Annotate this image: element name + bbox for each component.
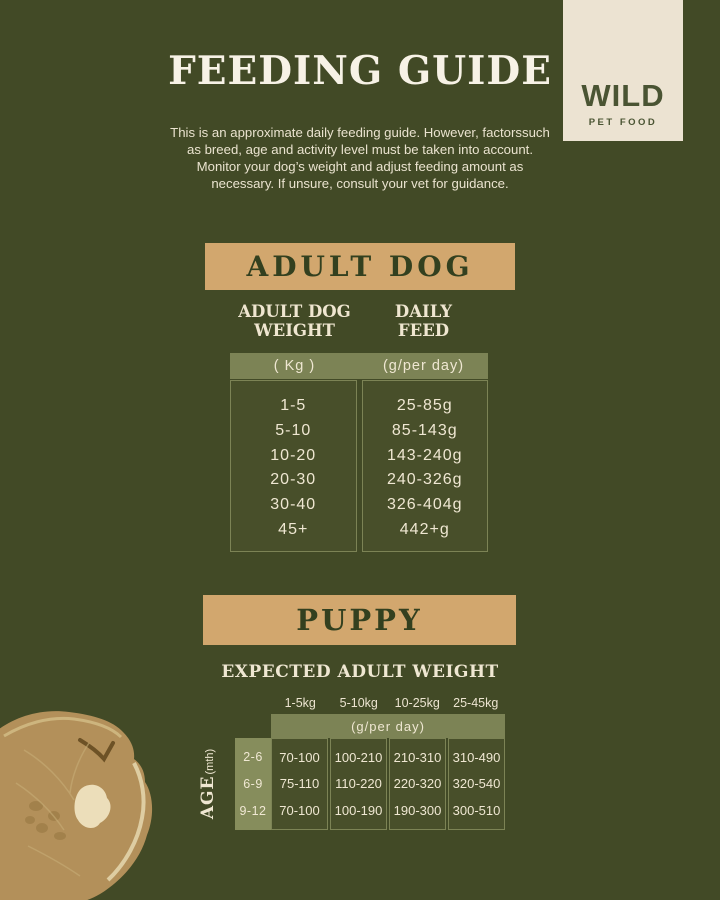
table-cell: 85-143g — [391, 421, 458, 439]
weight-header: 10-25kg — [394, 696, 440, 710]
table-cell: 220-320 — [393, 776, 442, 792]
table-cell: 5-10 — [275, 421, 312, 439]
adult-unit-header-row — [230, 353, 488, 379]
puppy-column-1-5kg — [271, 738, 328, 830]
table-cell: 210-310 — [393, 749, 442, 765]
age-label: AGE — [198, 775, 218, 820]
puppy-column-25-45kg — [448, 738, 505, 830]
adult-table-body — [230, 380, 488, 552]
age-row-label: 2-6 — [243, 750, 263, 765]
daily-feed-column-header — [359, 302, 488, 340]
unit-grams-label: (g/per day) — [382, 358, 465, 374]
page-title: FEEDING GUIDE — [168, 48, 552, 94]
puppy-banner-label: PUPPY — [296, 603, 423, 637]
adult-dog-banner — [205, 243, 515, 290]
age-axis-label — [186, 738, 230, 830]
age-row-label: 9-12 — [239, 803, 267, 818]
weight-header: 1-5kg — [284, 696, 316, 710]
weight-header: 5-10kg — [339, 696, 378, 710]
adult-feeding-table — [230, 353, 488, 552]
dog-head-illustration-icon — [0, 688, 174, 900]
adult-weight-column — [230, 380, 357, 552]
table-cell: 110-220 — [335, 776, 382, 792]
table-cell: 20-30 — [270, 471, 317, 489]
table-cell: 100-190 — [334, 803, 383, 819]
wild-logo-wordmark: WILD — [581, 78, 665, 113]
unit-kg-label: ( Kg ) — [273, 358, 316, 374]
table-cell: 442+g — [399, 520, 450, 538]
expected-adult-weight-heading: EXPECTED ADULT WEIGHT — [221, 662, 499, 682]
age-axis-label-rotated — [198, 749, 218, 819]
adult-weight-header-line1: ADULT DOG — [238, 302, 351, 321]
table-cell: 10-20 — [270, 446, 317, 464]
table-cell: 320-540 — [452, 776, 501, 792]
puppy-unit-band: (g/per day) — [271, 714, 505, 738]
table-cell: 100-210 — [334, 749, 383, 765]
daily-feed-header-line1: DAILY — [394, 302, 453, 321]
puppy-column-5-10kg — [330, 738, 387, 830]
table-cell: 143-240g — [386, 446, 463, 464]
puppy-weight-headers — [271, 696, 505, 710]
table-cell: 70-100 — [279, 803, 320, 819]
table-cell: 70-100 — [279, 749, 320, 765]
puppy-banner — [203, 595, 516, 645]
table-cell: 326-404g — [386, 496, 463, 514]
adult-column-headers — [230, 302, 488, 340]
table-cell: 45+ — [278, 520, 309, 538]
adult-weight-header-line2: WEIGHT — [254, 321, 335, 340]
puppy-column-10-25kg — [389, 738, 446, 830]
table-cell: 25-85g — [396, 397, 453, 414]
puppy-age-column — [235, 738, 271, 830]
table-cell: 310-490 — [452, 749, 501, 765]
adult-dog-banner-label: ADULT DOG — [246, 250, 474, 283]
adult-feed-column — [362, 380, 489, 552]
table-cell: 75-110 — [279, 776, 320, 792]
adult-weight-column-header — [230, 302, 359, 340]
table-cell: 30-40 — [270, 496, 317, 514]
age-row-label: 6-9 — [243, 776, 263, 791]
table-cell: 1-5 — [280, 397, 307, 414]
intro-text: This is an approximate daily feeding guide. However, factorssuch as breed, age and activity level must be taken into account. Monitor your dog’s weight and adjust feeding amount as necessary. If unsure, consult your vet for guidance. — [170, 125, 550, 191]
table-cell: 240-326g — [386, 471, 463, 489]
age-unit-label: (mth) — [204, 748, 216, 775]
table-cell: 300-510 — [452, 803, 501, 819]
daily-feed-header-line2: FEED — [397, 321, 450, 340]
wild-logo-tagline: PET FOOD — [588, 117, 658, 128]
puppy-feeding-table — [271, 738, 505, 830]
table-cell: 190-300 — [393, 803, 442, 819]
weight-header: 25-45kg — [453, 696, 499, 710]
